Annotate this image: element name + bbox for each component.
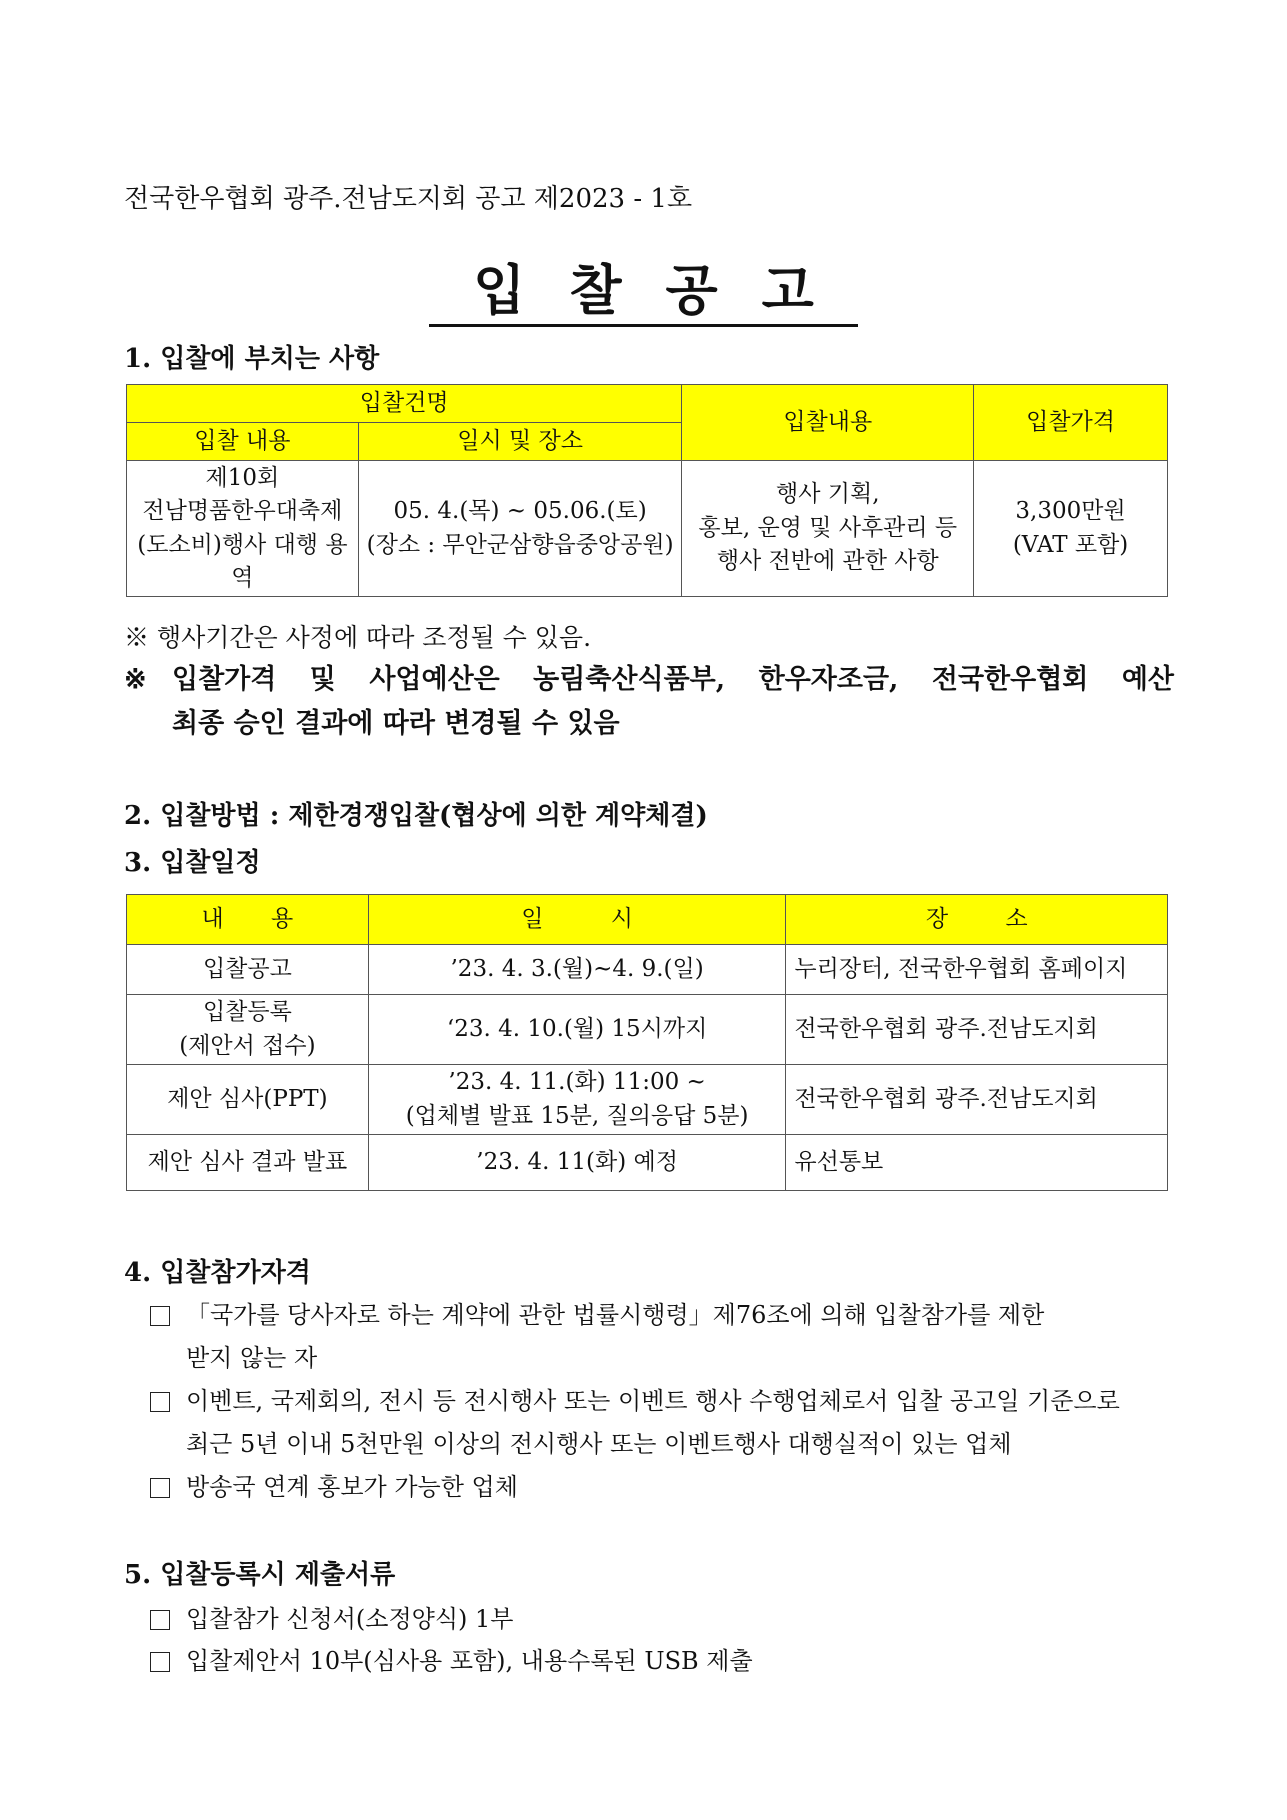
cell-bid-content: 제10회 전남명품한우대축제 (도소비)행사 대행 용역 <box>127 461 359 597</box>
header-bid-content: 입찰 내용 <box>127 423 359 461</box>
qualification-item-3: 방송국 연계 홍보가 가능한 업체 <box>150 1466 1170 1509</box>
notice-number: 전국한우협회 광주.전남도지회 공고 제2023 - 1호 <box>124 184 693 214</box>
note-budget-change <box>124 658 1174 746</box>
checkbox-icon <box>150 1392 170 1412</box>
note-schedule-adjust: ※ 행사기간은 사정에 따라 조정될 수 있음. <box>124 623 592 652</box>
document-title-text: 입찰공고 <box>429 258 858 327</box>
document-item-2: 입찰제안서 10부(심사용 포함), 내용수록된 USB 제출 <box>150 1640 1170 1683</box>
cell-bid-price: 3,300만원 (VAT 포함) <box>974 461 1168 597</box>
cell-datetime-place: 05. 4.(목) ~ 05.06.(토) (장소 : 무안군삼향읍중앙공원) <box>358 461 682 597</box>
section2-heading: 2. 입찰방법 : 제한경쟁입찰(협상에 의한 계약체결) <box>124 801 708 831</box>
note-line-2: 최종 승인 결과에 따라 변경될 수 있음 <box>172 708 620 739</box>
schedule-row-3-place: 전국한우협회 광주.전남도지회 <box>786 1065 1168 1135</box>
schedule-row-3-content: 제안 심사(PPT) <box>127 1065 369 1135</box>
schedule-row-4-place: 유선통보 <box>786 1135 1168 1191</box>
schedule-table <box>126 894 1168 1191</box>
qualification-item-1: 「국가를 당사자로 하는 계약에 관한 법률시행령」제76조에 의해 입찰참가를 제한 받지 않는 자 <box>150 1294 1170 1380</box>
header-bid-price: 입찰가격 <box>974 385 1168 461</box>
bid-items-table <box>126 384 1168 597</box>
checkbox-icon <box>150 1478 170 1498</box>
checkbox-icon <box>150 1610 170 1630</box>
header-place: 장 소 <box>786 895 1168 945</box>
header-bid-detail: 입찰내용 <box>682 385 974 461</box>
cell-bid-detail: 행사 기획, 홍보, 운영 및 사후관리 등 행사 전반에 관한 사항 <box>682 461 974 597</box>
section4-heading: 4. 입찰참가자격 <box>124 1258 311 1288</box>
schedule-row-2-content: 입찰등록 (제안서 접수) <box>127 995 369 1065</box>
schedule-row-4-content: 제안 심사 결과 발표 <box>127 1135 369 1191</box>
note-line-1: 입찰가격 및 사업예산은 농림축산식품부, 한우자조금, 전국한우협회 예산 <box>172 664 1174 695</box>
document-item-1: 입찰참가 신청서(소정양식) 1부 <box>150 1598 1170 1641</box>
qualification-item-2: 이벤트, 국제회의, 전시 등 전시행사 또는 이벤트 행사 수행업체로서 입찰 공고일 기준으로 최근 5년 이내 5천만원 이상의 전시행사 또는 이벤트행사 대행실적이 있는 업체 <box>150 1380 1170 1466</box>
checkbox-icon <box>150 1306 170 1326</box>
schedule-row-2-datetime: ‘23. 4. 10.(월) 15시까지 <box>368 995 786 1065</box>
checkbox-icon <box>150 1652 170 1672</box>
reference-mark: ※ <box>124 664 147 695</box>
header-content: 내 용 <box>127 895 369 945</box>
section1-heading: 1. 입찰에 부치는 사항 <box>124 344 380 374</box>
section5-heading: 5. 입찰등록시 제출서류 <box>124 1560 396 1590</box>
schedule-row-4-datetime: ’23. 4. 11(화) 예정 <box>368 1135 786 1191</box>
schedule-row-1-datetime: ’23. 4. 3.(월)~4. 9.(일) <box>368 945 786 995</box>
header-datetime: 일 시 <box>368 895 786 945</box>
header-datetime-place: 일시 및 장소 <box>358 423 682 461</box>
header-bid-name: 입찰건명 <box>127 385 682 423</box>
document-title <box>0 248 1287 325</box>
section3-heading: 3. 입찰일정 <box>124 848 261 878</box>
schedule-row-2-place: 전국한우협회 광주.전남도지회 <box>786 995 1168 1065</box>
schedule-row-1-place: 누리장터, 전국한우협회 홈페이지 <box>786 945 1168 995</box>
schedule-row-3-datetime: ’23. 4. 11.(화) 11:00 ~ (업체별 발표 15분, 질의응답 5분) <box>368 1065 786 1135</box>
schedule-row-1-content: 입찰공고 <box>127 945 369 995</box>
